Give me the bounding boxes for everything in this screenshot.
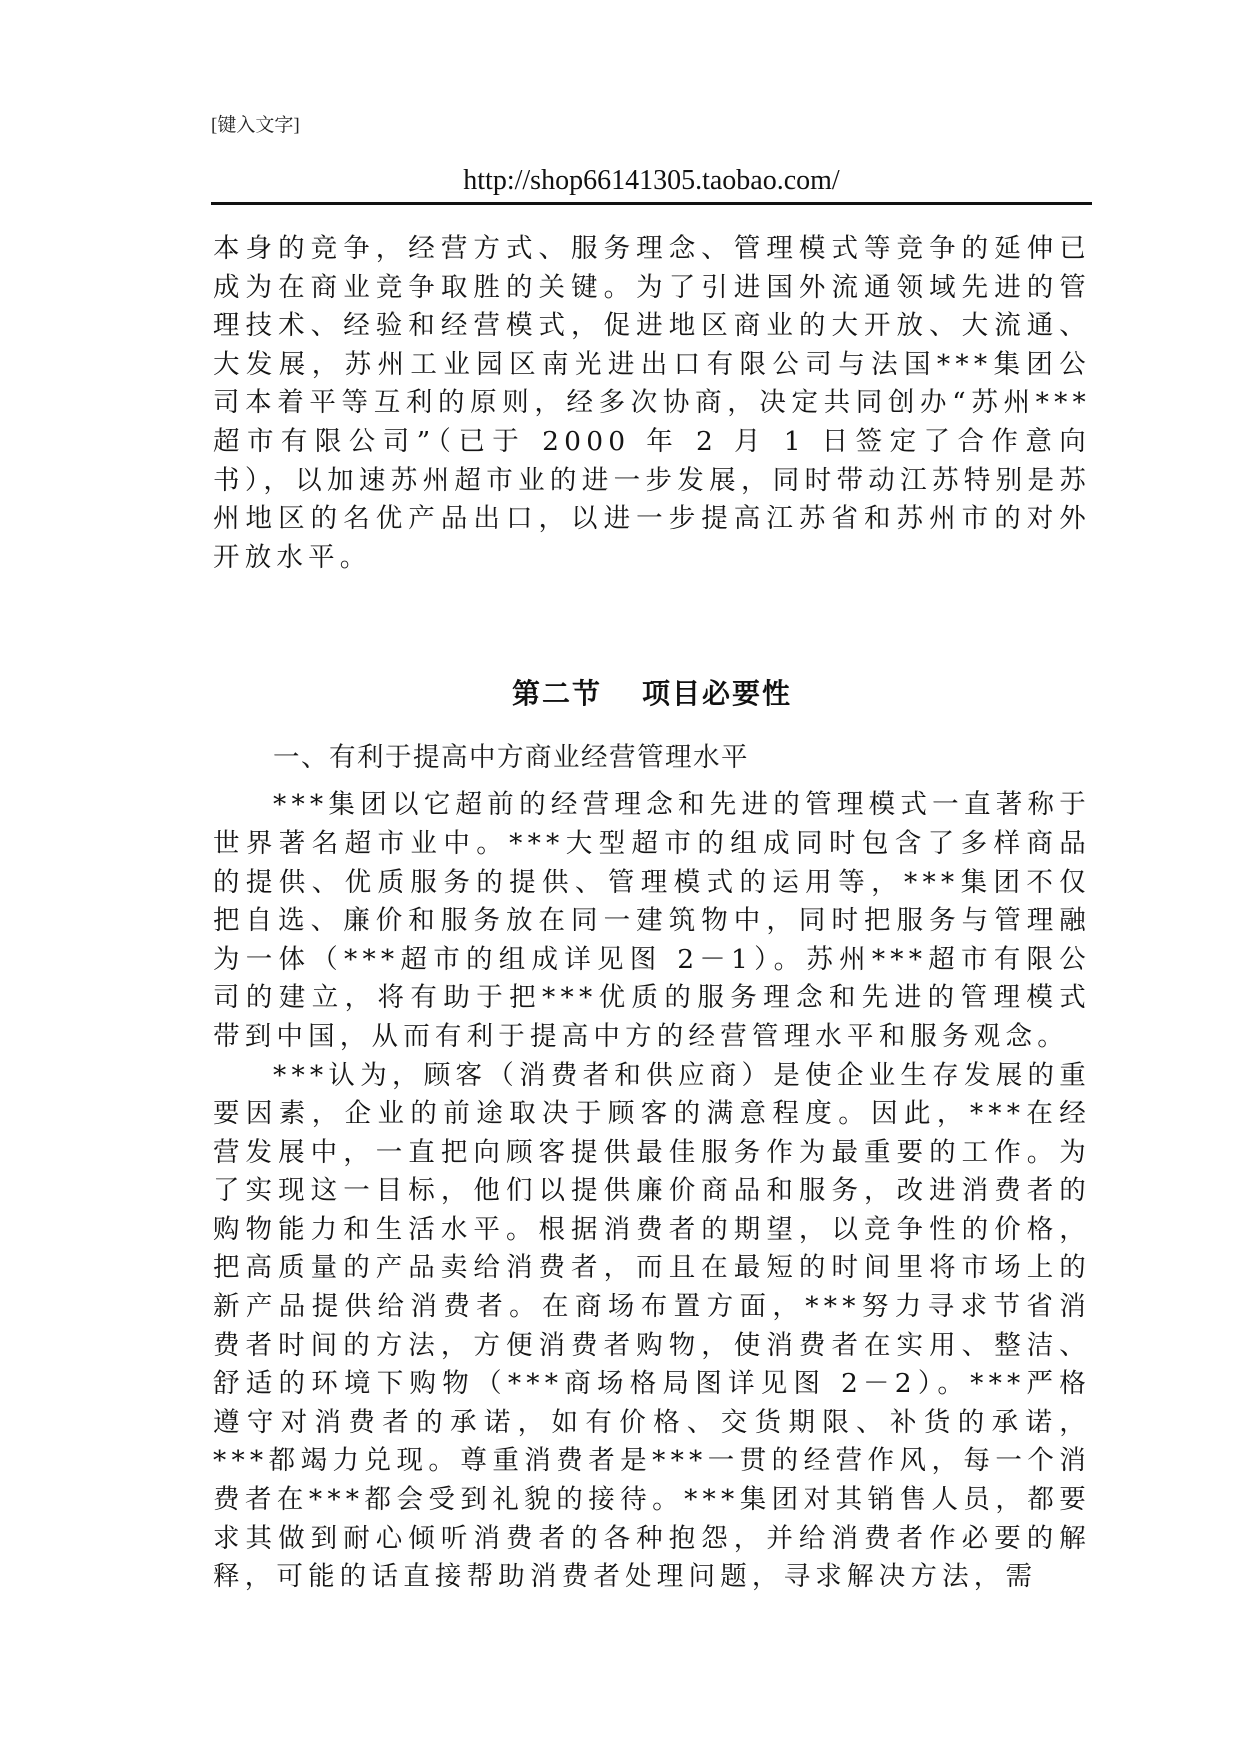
header-divider <box>211 202 1092 205</box>
section-spacer <box>213 577 1091 672</box>
intro-paragraph: 本身的竞争，经营方式、服务理念、管理模式等竞争的延伸已成为在商业竞争取胜的关键。为了引进国外流通领域先进的管理技术、经验和经营模式，促进地区商业的大开放、大流通、大发展，苏州工业园区南光进出口有限公司与法国***集团公司本着平等互利的原则，经多次协商，决定共同创办“苏州***超市有限公司”（已于 2000 年 2 月 1 日签定了合作意向书），以加速苏州超市业的进一步发展，同时带动江苏特别是苏州地区的名优产品出口，以进一步提高江苏省和苏州市的对外开放水平。 <box>213 233 1091 573</box>
body-paragraph: ***认为，顾客（消费者和供应商）是使企业生存发展的重要因素，企业的前途取决于顾客的满意程度。因此，***在经营发展中，一直把向顾客提供最佳服务作为最重要的工作。为了实现这一目标，他们以提供廉价商品和服务，改进消费者的购物能力和生活水平。根据消费者的期望，以竞争性的价格，把高质量的产品卖给消费者，而且在最短的时间里将市场上的新产品提供给消费者。在商场布置方面，***努力寻求节省消费者时间的方法，方便消费者购物，使消费者在实用、整洁、舒适的环境下购物（***商场格局图详见图 2－2）。***严格遵守对消费者的承诺，如有价格、交货期限、补货的承诺，***都竭力兑现。尊重消费者是***一贯的经营作风，每一个消费者在***都会受到礼貌的接待。***集团对其销售人员，都要求其做到耐心倾听消费者的各种抱怨，并给消费者作必要的解释，可能的话直接帮助消费者处理问题，寻求解决方法，需 <box>213 1059 1091 1593</box>
body-paragraph: ***集团以它超前的经营理念和先进的管理模式一直著称于世界著名超市业中。***大型超市的组成同时包含了多样商品的提供、优质服务的提供、管理模式的运用等，***集团不仅把自选、廉价和服务放在同一建筑物中，同时把服务与管理融为一体（***超市的组成详见图 2－1）。苏州***超市有限公司的建立，将有助于把***优质的服务理念和先进的管理模式带到中国，从而有利于提高中方的经营管理水平和服务观念。 <box>213 789 1091 1052</box>
header-url: http://shop66141305.taobao.com/ <box>463 165 840 196</box>
section-title-text: 项目必要性 <box>642 677 793 711</box>
section-title <box>213 672 1091 724</box>
document-body <box>213 230 1091 1597</box>
section-number: 第二节 <box>511 677 602 711</box>
header-placeholder-text: [键入文字] <box>211 115 300 136</box>
subsection-heading: 一、有利于提高中方商业经营管理水平 <box>273 742 749 774</box>
